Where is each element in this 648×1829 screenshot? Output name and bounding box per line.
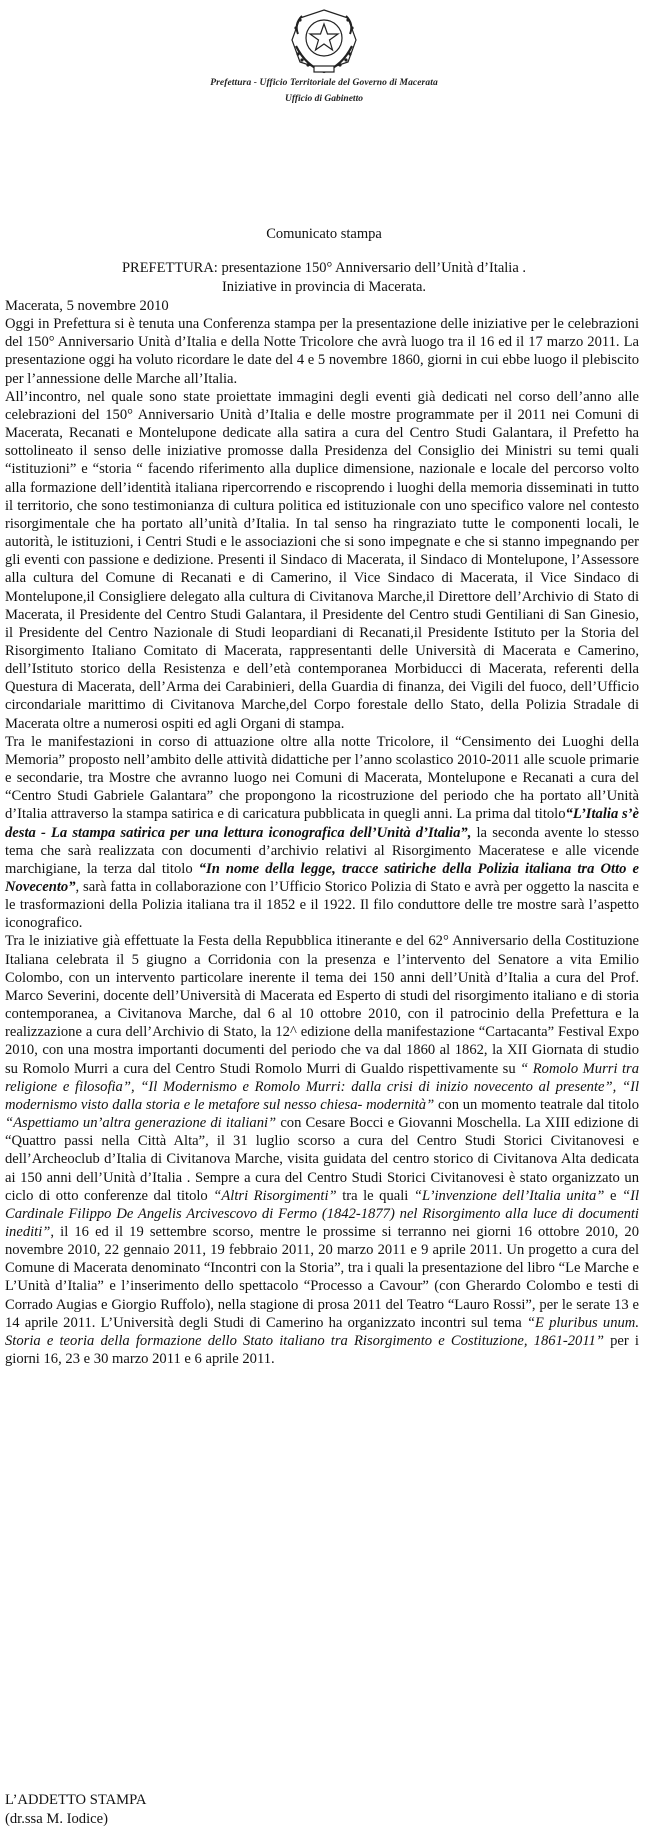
office-line: Prefettura - Ufficio Territoriale del Governo di Macerata [210,78,438,88]
dateline: Macerata, 5 novembre 2010 [5,298,169,314]
p3-title-3: “In nome della legge, tracce satiriche della Polizia italiana tra Otto e Novecento” [5,860,639,895]
p4-theatre-title: “Aspettiamo un’altra generazione di italiani” [5,1115,277,1132]
document-kind: Comunicato stampa [266,226,382,242]
paragraph-2: All’incontro, nel quale sono state proiettate immagini degli eventi già dedicati nel corso dell’anno alle celebrazioni del 150° Anniversario Unità d’Italia e delle mostre programmate per il 2011 nei Comuni di Macerata, Recanati e Montelupone dedicate alla satira a cura del Centro Studi Galantara, il Prefetto ha sottolineato il senso delle iniziative promosse dalla Presidenza del Consiglio dei Ministri su temi quali “istituzioni” e “storia “ facendo riferimento alla duplice dimensione, nazionale e locale del percorso volto alla formazione dell’identità italiana ripercorrendo e riscoprendo i luoghi della memoria disseminati in tutto il territorio, che sono testimonianza di cultura politica ed istituzionale con uno specifico valore nel contesto risorgimentale che ha portato all’unità d’Italia. In tal senso ha ringraziato tutte le componenti locali, le autorità, le istituzioni, i Centri Studi e le associazioni che si sono impegnate e che si stanno impegnando per gli eventi con passione e dedizione. Presenti il Sindaco di Macerata, il Sindaco di Montelupone, l’Assessore alla cultura del Comune di Recanati e di Camerino, il Vice Sindaco di Macerata, il Vice Sindaco di Montelupone,il Consigliere delegato alla cultura di Civitanova Marche,il Direttore dell’Archivio di Stato di Macerata, il Presidente del Centro Studi Galantara, il Presidente del Centro studi Gentiliani di San Ginesio, il Presidente del Centro Nazionale di Studi leopardiani di Recanati,il Presidente Istituto per la Storia del Risorgimento Italiano Comitato di Macerata, rappresentanti delle Università di Macerata e Camerino, dell’Istituto storico della Resistenza e dell’età contemporanea Morbiducci di Macerata, referenti della Questura di Macerata, dell’Arma dei Carabinieri, della Guardia di finanza, dei Vigili del fuoco, dell’Ufficio circondariale marittimo di Civitanova Marche,del Corpo forestale dello Stato, della Polizia Stradale di Macerata oltre a numerosi ospiti ed agli Organi di stampa. [5,388,639,732]
p3-text-e: , sarà fatta in collaborazione con l’Ufficio Storico Polizia di Stato e avrà per oggetto la nascita e le trasformazioni della Polizia italiana tra il 1852 e il 1922. Il filo conduttore delle tre mostre sarà l’aspetto iconografico. [5,879,639,932]
p4-text-c: con un momento teatrale dal titolo [434,1096,639,1113]
p4-conference-1: “L’invenzione dell’Italia unita” [413,1187,605,1204]
p4-text-m: per i giorni 16, 23 e 30 marzo 2011 e 6 aprile 2011. [5,1332,639,1368]
p4-text-i: e [604,1187,622,1204]
p3-title-1: “L’Italia s’è desta - La stampa satirica per una lettura iconografica dell’Unità d’Italia”, [5,806,640,841]
p4-text-a: Tra le iniziative già effettuate la Festa della Repubblica itinerante e del 62° Anniversario della Costituzione Italiana celebrata il 5 giugno a Corridonia con la presenza e l’intervento del Senatore a vita Emilio Colombo, con un intervento particolare inerente il tema dei 150 anni dell’Unità d’Italia a cura del Prof. Marco Severini, docente dell’Università di Macerata ed Esperto di studi del risorgimento italiano e di storia contemporanea, a Civitanova Marche, dal 6 al 10 ottobre 2010, con il patrocinio della Prefettura e la realizzazione a cura dell’Archivio di Stato, la 12^ edizione della manifestazione “Cartacanta” Festival Expo 2010, con una mostra importanti documenti del periodo che va dal 1860 al 1862, la XII Giornata di studio su Romolo Murri a cura del Centro Studi Romolo Murri di Gualdo rispettivamente su [5,933,639,1077]
office-subline: Ufficio di Gabinetto [285,94,363,104]
p4-text-g: tra le quali [336,1187,414,1204]
p3-text-a: Tra le manifestazioni in corso di attuazione oltre alla notte Tricolore, il “Censimento dei Luoghi della Memoria” proposto nell’ambito delle attività didattiche per l’anno scolastico 2010-2011 alle scuole primarie e secondarie, tra Mostre che avranno luogo nei Comuni di Macerata, Montelupone e Recanati a cura del “Centro Studi Gabriele Galantara” che propongono la ricostruzione del periodo che ha portato all’Unità d’Italia attraverso la stampa satirica e di caricatura pubblicata in quegli anni. La prima dal titolo [5,733,639,823]
p4-conference-2: “Il Cardinale Filippo De Angelis Arcivescovo di Fermo (1842-1877) nel Risorgimento alla luce di documenti inediti” [5,1187,640,1240]
paragraph-1: Oggi in Prefettura si è tenuta una Conferenza stampa per la presentazione delle iniziative per le celebrazioni del 150° Anniversario Unità d’Italia e della Notte Tricolore che avrà luogo tra il 16 ed il 17 marzo 2011. La presentazione oggi ha voluto ricordare le date del 4 e 5 novembre 1860, giorni in cui ebbe luogo il plebiscito per l’annessione delle Marche all’Italia. [5,316,639,387]
title-line-1: PREFETTURA: presentazione 150° Anniversario dell’Unità d’Italia . [121,260,527,276]
signature-role: L’ADDETTO STAMPA [5,1792,147,1808]
title-line-2: Iniziative in provincia di Macerata. [221,279,427,295]
p4-text-k: , il 16 ed il 19 settembre scorso, mentre le prossime si terranno nei giorni 16 ottobre 2010, 20 novembre 2010, 22 gennaio 2011, 19 febbraio 2011, 20 marzo 2011 e 9 aprile 2011. Un progetto a cura del Comune di Macerata denominato “Incontri con la Storia”, tra i quali la presentazione del libro “Le Marche e L’Unità d’Italia” e l’inserimento dello spettacolo “Processo a Cavour” (con Gherardo Colombo e testi di Corrado Augias e Giorgio Ruffolo), nella stagione di prosa 2011 del Teatro “Lauro Rossi”, per le serate 13 e 14 aprile 2011. L’Università degli Studi di Camerino ha organizzato incontri sul tema [5,1223,639,1331]
document-body [5,297,639,1368]
p4-cycle-title: “Altri Risorgimenti” [213,1187,337,1204]
document-title [0,259,648,297]
p4-camerino-theme: “E pluribus unum. Storia e teoria della formazione dello Stato italiano tra Risorgimento e Costituzione, 1861-2011” [5,1314,639,1349]
p4-murri-titles: “ Romolo Murri tra religione e filosofia”, “Il Modernismo e Romolo Murri: dalla crisi di inizio novecento al presente”, “Il modernismo visto dalla storia e le metafore sul nesso chiesa- modernità” [5,1060,640,1113]
signature-name: (dr.ssa M. Iodice) [5,1810,108,1827]
paragraph-3 [5,733,639,933]
p3-text-c: la seconda avente lo stesso tema che sarà realizzata con documenti d’archivio relativi al Risorgimento Maceratese e alle vicende marchigiane, la terza dal titolo [5,824,639,877]
signature-block [5,1791,146,1828]
paragraph-4 [5,932,639,1368]
p4-text-e: con Cesare Bocci e Giovanni Moschella. La XIII edizione di “Quattro passi nella Città Alta”, il 31 luglio scorso a cura del Centro Studi Storici Civitanovesi e dell’Archeoclub d’Italia di Civitanova Marche, visita guidata del centro storico di Civitanova Alta dedicata ai 150 anni dell’Unità d’Italia . Sempre a cura del Centro Studi Storici Civitanovesi è stato organizzato un ciclo di otto conferenze dal titolo [5,1115,639,1204]
italian-republic-emblem-icon [286,4,362,76]
